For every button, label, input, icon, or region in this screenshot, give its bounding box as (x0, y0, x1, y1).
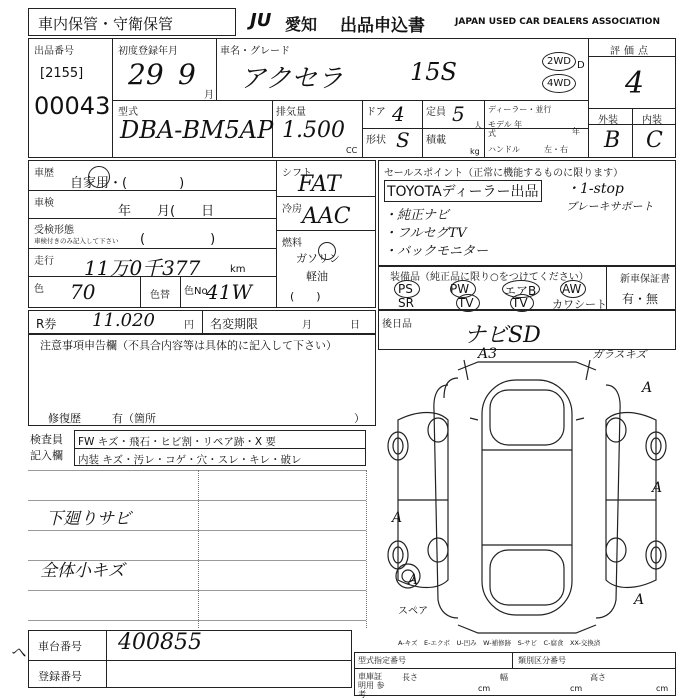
association-name: JAPAN USED CAR DEALERS ASSOCIATION (455, 17, 660, 27)
drive-side: D (577, 60, 585, 71)
recycle-unit: 円 (184, 320, 194, 331)
equipment-label: 装備品（純正品に限り○をつけてください） (390, 272, 589, 283)
cc-unit: CC (346, 146, 358, 155)
width-unit: cm (570, 684, 583, 693)
diagram-mark-a-4: A (408, 572, 419, 588)
divider (28, 248, 276, 249)
doors-value: 4 (392, 102, 405, 126)
equip-aw: AW (562, 282, 582, 296)
chassis-value: 400855 (118, 630, 202, 655)
height-label: 高さ (590, 673, 606, 682)
repair-label: 修復歴 (48, 412, 81, 425)
grid-rule (28, 590, 366, 591)
displacement-label: 排気量 (276, 107, 306, 118)
equip-airbag: エアB (504, 284, 537, 298)
year-unit: 年 (572, 127, 580, 136)
drive-2wd: 2WD (542, 52, 576, 71)
color-label: 色 (34, 284, 44, 295)
lot-number: 00043 (34, 92, 111, 120)
divider (512, 652, 513, 668)
fuel-light-oil: 軽油 (306, 270, 328, 283)
rating-score: 4 (625, 66, 645, 101)
interior-grade: C (646, 128, 663, 153)
equip-leather: カワシート (552, 298, 607, 311)
inspector-note-2: 全体小キズ (40, 561, 125, 581)
sales-dealer-import: TOYOTAディーラー出品 (384, 180, 542, 202)
divider (180, 276, 181, 308)
equip-ps: PS (398, 282, 413, 296)
status-label: 受検形態 (34, 225, 74, 236)
height-unit: cm (656, 684, 669, 693)
color-code-label: 色No (184, 286, 208, 297)
equip-circle-4 (560, 280, 586, 298)
repair-value: 有（箇所 (112, 412, 156, 425)
interior-label: 内装 (642, 115, 662, 126)
shift-value: FAT (298, 172, 341, 197)
ac-label: 冷房 (282, 204, 302, 215)
diagram-mark-a-3: A (392, 510, 403, 526)
chassis-label: 車台番号 (38, 640, 82, 653)
aftermarket-value: ナビSD (464, 323, 541, 348)
notes-label: 注意事項申告欄（不具合内容等は具体的に記入して下さい） (40, 339, 337, 352)
model-label: 型式 (118, 107, 138, 118)
name-grade-label: 車名・グレード (220, 46, 290, 57)
damage-legend: A-キズ E-エクボ U-凹み W-補修跡 S-サビ C-腐食 XX-交換済 (398, 639, 601, 647)
cert-label: 車庫証明用 参考 (358, 672, 385, 699)
dealer-label: ディーラー・並行 (488, 105, 552, 114)
handle-options: 左・右 (544, 145, 568, 154)
form-title: 出品申込書 (340, 16, 425, 36)
kg-unit: kg (470, 147, 480, 156)
grid-rule (366, 470, 367, 628)
mileage-label: 走行 (34, 256, 54, 267)
car-grade: 15S (410, 58, 457, 86)
diagram-mark-a3: A3 (478, 346, 498, 362)
car-name: アクセラ (240, 64, 344, 94)
inspector-note-1: 下廻りサビ (46, 509, 131, 529)
seats-value: 5 (452, 102, 465, 126)
fuel-gasoline: ガソリン (296, 252, 340, 265)
exterior-grade: B (604, 128, 621, 153)
color-value: 70 (70, 280, 96, 304)
mileage-value: 11万0千377 (84, 256, 201, 280)
fuel-label: 燃料 (282, 238, 302, 249)
divider (632, 108, 633, 158)
grid-rule (28, 620, 366, 621)
grid-rule (198, 470, 199, 628)
car-diagram (378, 350, 676, 645)
first-reg-label: 初度登録年月 (118, 46, 178, 57)
divider (106, 630, 107, 688)
grid-rule (28, 470, 366, 471)
diagram-mark-a-1: A (642, 380, 653, 396)
sales-item-1: ・1-stop (566, 181, 624, 197)
divider (276, 160, 277, 308)
seats-unit: 人 (474, 121, 482, 130)
shape-value: S (396, 128, 410, 152)
spare-label: スペア (398, 606, 428, 617)
left-margin-mark: ヘ (10, 643, 27, 662)
brand-logo: JU (250, 10, 272, 31)
model-year-label: モデル 年式 (488, 120, 523, 138)
length-label: 長さ (402, 673, 418, 682)
class-label: 類別区分番号 (518, 656, 566, 665)
equip-pw: PW (450, 282, 470, 296)
load-label: 積載 (426, 135, 446, 146)
equip-tv-2: TV (512, 296, 528, 310)
color-code: 41W (206, 280, 253, 304)
divider (28, 660, 352, 661)
mileage-unit: km (230, 264, 246, 275)
length-unit: cm (478, 684, 491, 693)
warranty-label: 新車保証書 (620, 274, 670, 285)
divider (588, 56, 676, 57)
divider (484, 100, 485, 158)
sales-point-label: セールスポイント（正常に機能するものに限ります） (384, 168, 624, 179)
recycle-value: 11.020 (92, 310, 155, 331)
warranty-value: 有・無 (622, 292, 659, 306)
history-mark (88, 166, 110, 188)
diagram-mark-a-2: A (652, 480, 663, 496)
equip-circle-1 (394, 280, 420, 298)
fuel-blank: ( ) (290, 290, 321, 303)
history-value: 自家用・( ) (70, 176, 185, 191)
shaken-label: 車検 (34, 198, 54, 209)
lot-label: 出品番号 (34, 46, 74, 57)
inspector-row-2: 内装 キズ・汚レ・コゲ・穴・スレ・キレ・破レ (78, 454, 302, 466)
ac-value: AAC (302, 204, 351, 229)
divider (276, 230, 376, 231)
reg-number-label: 登録番号 (38, 670, 82, 683)
reg-month: 9 (178, 58, 196, 91)
sales-item-4: ・フルセグTV (384, 226, 467, 241)
fuel-selected-mark (318, 242, 336, 260)
doors-label: ドア (366, 107, 386, 118)
divider (362, 100, 363, 158)
name-change-day: 日 (350, 320, 360, 331)
exterior-label: 外装 (598, 115, 618, 126)
model-cert-label: 型式指定番号 (358, 656, 406, 665)
model-value: DBA-BM5AP (120, 116, 274, 144)
storage-label: 車内保管・守衛保管 (38, 15, 174, 33)
shift-label: シフト (282, 168, 312, 179)
org-name: 愛知 (285, 15, 318, 34)
grid-rule (28, 500, 366, 501)
divider (202, 310, 203, 334)
divider (112, 38, 113, 158)
diagram-mark-glass: ガラスキズ (592, 348, 647, 361)
color-no-label: 色替 (150, 290, 170, 301)
diagram-mark-a-5: A (634, 592, 645, 608)
reg-year: 29 (128, 58, 164, 91)
equip-sr: SR (398, 296, 414, 310)
rating-label: 評価点 (610, 46, 652, 57)
sales-item-2: ブレーキサポート (566, 200, 654, 213)
name-change-label: 名変期限 (210, 317, 259, 331)
inspector-row-1: FW キズ・飛石・ヒビ割・リペア跡・X 要 (78, 436, 276, 448)
shape-label: 形状 (366, 135, 386, 146)
history-label: 車歴 (34, 168, 54, 179)
reg-month-unit: 月 (204, 90, 214, 101)
equip-tv-1: TV (458, 296, 474, 310)
recycle-label: R券 (36, 317, 57, 331)
divider (354, 668, 676, 669)
inspector-label: 検査員 記入欄 (30, 433, 63, 462)
shaken-value: 年 月( 日 (118, 204, 215, 219)
divider (140, 276, 141, 308)
handle-label: ハンドル (488, 145, 520, 154)
aftermarket-label: 後日品 (382, 319, 412, 330)
sales-item-5: ・バックモニター (384, 244, 489, 259)
status-value: ( ) (140, 232, 216, 247)
divider (216, 38, 217, 100)
grid-rule (28, 530, 366, 531)
drive-4wd: 4WD (542, 74, 576, 93)
divider (422, 100, 423, 158)
divider (112, 100, 588, 101)
seats-label: 定員 (426, 107, 446, 118)
divider (588, 124, 676, 125)
repair-close: ） (354, 412, 365, 425)
status-note: 車検付きのみ記入して下さい (34, 237, 119, 245)
lot-code: [2155] (40, 66, 84, 81)
width-label: 幅 (500, 673, 508, 682)
name-change-month: 月 (302, 320, 312, 331)
sales-item-3: ・純正ナビ (384, 208, 450, 223)
displacement-value: 1.500 (282, 118, 345, 143)
